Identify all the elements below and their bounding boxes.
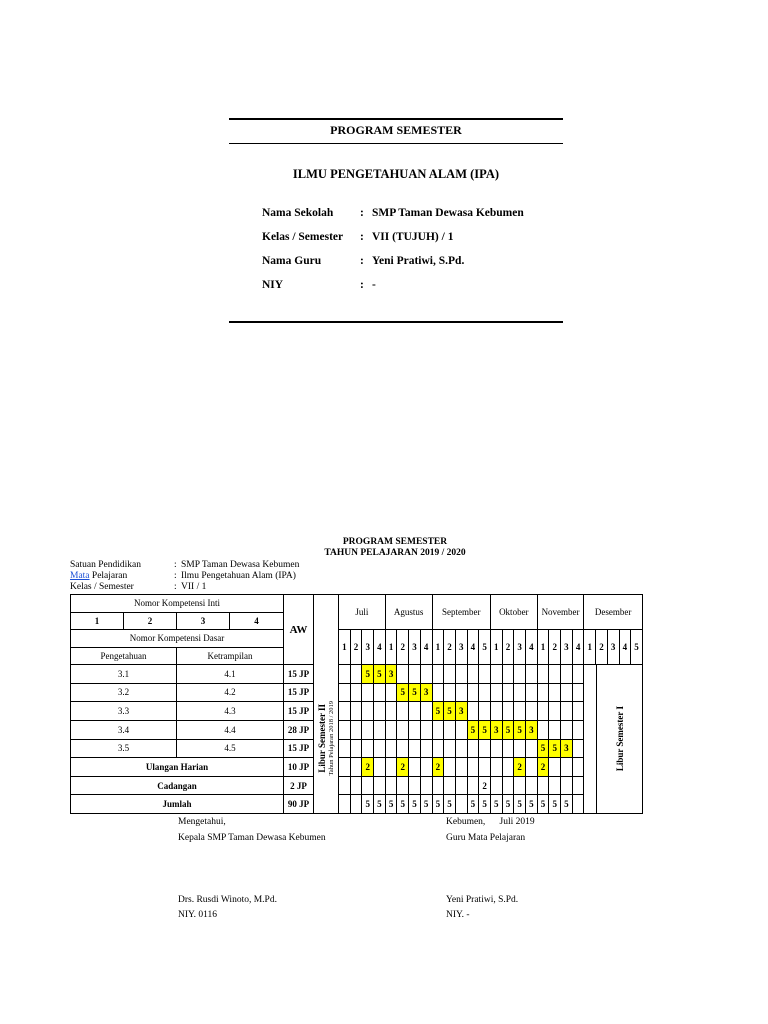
cover-label: Kelas / Semester <box>262 231 344 243</box>
schedule-cell <box>514 702 526 721</box>
schedule-cell <box>526 776 538 795</box>
schedule-cell <box>409 739 421 758</box>
schedule-cell <box>362 739 374 758</box>
week-number: 3 <box>409 630 421 665</box>
schedule-cell <box>397 720 409 739</box>
table-row <box>71 776 643 795</box>
schedule-cell <box>397 665 409 684</box>
info-value: SMP Taman Dewasa Kebumen <box>181 560 300 570</box>
schedule-cell <box>350 665 362 684</box>
schedule-cell <box>490 739 502 758</box>
schedule-cell <box>502 739 514 758</box>
schedule-cell: 5 <box>444 795 456 814</box>
schedule-cell: 5 <box>432 702 444 721</box>
schedule-cell <box>549 720 561 739</box>
schedule-cell: 5 <box>467 795 479 814</box>
week-number: 3 <box>514 630 526 665</box>
schedule-cell <box>455 665 467 684</box>
schedule-cell <box>502 665 514 684</box>
aw-cell: 90 JP <box>284 795 314 814</box>
schedule-cell <box>444 720 456 739</box>
schedule-cell: 5 <box>526 795 538 814</box>
week-number: 1 <box>490 630 502 665</box>
schedule-cell <box>526 683 538 702</box>
schedule-cell <box>409 758 421 777</box>
row-label: Cadangan <box>71 776 284 795</box>
schedule-cell <box>350 795 362 814</box>
libur-semester-i-label: Libur Semester I <box>614 706 625 772</box>
schedule-cell <box>467 665 479 684</box>
schedule-cell <box>514 683 526 702</box>
aw-cell: 28 JP <box>284 720 314 739</box>
schedule-cell <box>385 683 397 702</box>
week-number: 4 <box>420 630 432 665</box>
schedule-cell: 2 <box>537 758 549 777</box>
month-header: Juli <box>339 595 386 630</box>
info-colon: : <box>174 560 177 570</box>
schedule-cell <box>479 758 491 777</box>
table-row <box>71 702 643 721</box>
libur-mid-cell <box>314 630 339 665</box>
schedule-cell <box>572 739 584 758</box>
schedule-cell: 5 <box>374 665 386 684</box>
kd4-cell: 4.2 <box>177 683 284 702</box>
cover-label: Nama Guru <box>262 255 322 267</box>
schedule-cell: 5 <box>432 795 444 814</box>
schedule-cell: 5 <box>362 665 374 684</box>
schedule-cell <box>561 702 573 721</box>
sign-left-id: NIY. 0116 <box>178 910 218 920</box>
info-label: Satuan Pendidikan <box>70 560 141 570</box>
aw-cell: 15 JP <box>284 739 314 758</box>
program-semester-table <box>70 594 643 814</box>
schedule-cell <box>490 702 502 721</box>
week-number: 4 <box>467 630 479 665</box>
week-number: 5 <box>631 630 643 665</box>
week-number: 1 <box>339 630 351 665</box>
table-row <box>71 683 643 702</box>
week-number: 3 <box>455 630 467 665</box>
schedule-cell <box>455 739 467 758</box>
schedule-cell: 5 <box>561 795 573 814</box>
schedule-cell <box>467 776 479 795</box>
table-row <box>71 758 643 777</box>
schedule-cell <box>537 683 549 702</box>
cover-colon: : <box>360 255 364 267</box>
schedule-cell: 3 <box>385 665 397 684</box>
schedule-cell <box>526 758 538 777</box>
schedule-cell: 5 <box>479 795 491 814</box>
cover-label: NIY <box>262 279 284 291</box>
schedule-cell <box>339 665 351 684</box>
schedule-cell <box>455 795 467 814</box>
schedule-cell <box>572 776 584 795</box>
schedule-cell <box>479 665 491 684</box>
libur-semester-ii-sublabel: Tahun Pelajaran 2018 / 2019 <box>328 701 335 777</box>
cover-value: SMP Taman Dewasa Kebumen <box>372 207 524 219</box>
desember-week-1-divider <box>584 665 597 813</box>
week-number: 2 <box>444 630 456 665</box>
schedule-cell <box>490 776 502 795</box>
schedule-cell <box>467 702 479 721</box>
schedule-cell <box>561 720 573 739</box>
schedule-cell: 5 <box>537 795 549 814</box>
kd4-cell: 4.3 <box>177 702 284 721</box>
libur-semester-i <box>584 665 642 814</box>
schedule-cell <box>397 776 409 795</box>
schedule-cell <box>409 720 421 739</box>
schedule-cell <box>572 702 584 721</box>
row-label: Jumlah <box>71 795 284 814</box>
info-colon: : <box>174 582 177 592</box>
schedule-cell <box>374 776 386 795</box>
schedule-cell: 5 <box>502 795 514 814</box>
week-number: 4 <box>619 630 631 665</box>
schedule-cell: 5 <box>385 795 397 814</box>
schedule-cell <box>572 758 584 777</box>
schedule-cell <box>549 665 561 684</box>
week-number: 3 <box>362 630 374 665</box>
month-header: September <box>432 595 490 630</box>
schedule-cell <box>549 758 561 777</box>
schedule-cell <box>502 758 514 777</box>
kd-header: Nomor Kompetensi Dasar <box>71 630 284 648</box>
schedule-cell <box>385 776 397 795</box>
schedule-cell <box>339 795 351 814</box>
kd-header-row <box>71 630 643 648</box>
schedule-cell <box>420 739 432 758</box>
aw-cell: 15 JP <box>284 683 314 702</box>
schedule-cell <box>490 665 502 684</box>
schedule-cell <box>537 776 549 795</box>
schedule-cell <box>432 720 444 739</box>
schedule-cell <box>444 739 456 758</box>
schedule-cell <box>502 683 514 702</box>
schedule-cell <box>385 702 397 721</box>
schedule-cell <box>350 720 362 739</box>
schedule-cell <box>572 720 584 739</box>
info-value: Ilmu Pengetahuan Alam (IPA) <box>181 571 296 581</box>
aw-header: AW <box>284 595 314 665</box>
ki-header: Nomor Kompetensi Inti <box>71 595 284 613</box>
schedule-cell: 3 <box>490 720 502 739</box>
week-number: 1 <box>537 630 549 665</box>
week-number: 2 <box>350 630 362 665</box>
sign-left-name: Drs. Rusdi Winoto, M.Pd. <box>178 895 277 905</box>
schedule-cell <box>409 776 421 795</box>
schedule-cell <box>537 702 549 721</box>
schedule-cell <box>467 683 479 702</box>
schedule-cell <box>572 665 584 684</box>
schedule-cell <box>374 720 386 739</box>
schedule-cell <box>397 702 409 721</box>
cover-title: PROGRAM SEMESTER <box>330 123 462 137</box>
schedule-cell <box>374 739 386 758</box>
pengetahuan-header: Pengetahuan <box>71 647 177 665</box>
schedule-cell <box>409 665 421 684</box>
schedule-cell: 5 <box>374 795 386 814</box>
schedule-cell: 5 <box>409 683 421 702</box>
schedule-cell <box>490 683 502 702</box>
schedule-cell <box>561 776 573 795</box>
kd4-cell: 4.5 <box>177 739 284 758</box>
cover-colon: : <box>360 207 364 219</box>
schedule-cell <box>420 665 432 684</box>
aw-cell: 10 JP <box>284 758 314 777</box>
schedule-cell <box>455 683 467 702</box>
month-header: Agustus <box>385 595 432 630</box>
month-header: Desember <box>584 595 642 630</box>
schedule-cell <box>526 702 538 721</box>
schedule-cell: 3 <box>420 683 432 702</box>
program-title: PROGRAM SEMESTER <box>342 537 448 547</box>
cover-bottom-rule <box>229 321 563 323</box>
schedule-cell <box>374 758 386 777</box>
info-label: Kelas / Semester <box>70 582 134 592</box>
schedule-cell: 5 <box>549 795 561 814</box>
cover-subject: ILMU PENGETAHUAN ALAM (IPA) <box>292 167 500 181</box>
week-number: 3 <box>607 630 619 665</box>
schedule-cell <box>572 795 584 814</box>
header-row <box>71 595 643 613</box>
schedule-cell <box>385 758 397 777</box>
schedule-cell <box>514 776 526 795</box>
schedule-cell <box>350 702 362 721</box>
schedule-cell: 2 <box>397 758 409 777</box>
schedule-cell <box>374 683 386 702</box>
table-row <box>71 720 643 739</box>
cover-colon: : <box>360 279 364 291</box>
schedule-cell <box>526 665 538 684</box>
schedule-cell: 3 <box>455 702 467 721</box>
cover-title-rule <box>229 143 563 144</box>
schedule-cell <box>479 683 491 702</box>
keterampilan-header: Ketrampilan <box>177 647 284 665</box>
ki-number: 1 <box>71 612 124 630</box>
schedule-cell: 5 <box>467 720 479 739</box>
schedule-cell: 5 <box>397 795 409 814</box>
table-row <box>71 665 643 684</box>
schedule-cell: 3 <box>526 720 538 739</box>
schedule-cell <box>397 739 409 758</box>
schedule-cell <box>526 739 538 758</box>
schedule-cell <box>432 776 444 795</box>
schedule-cell <box>385 720 397 739</box>
aw-cell: 15 JP <box>284 702 314 721</box>
schedule-cell: 2 <box>432 758 444 777</box>
kd3-cell: 3.4 <box>71 720 177 739</box>
sign-right-name: Yeni Pratiwi, S.Pd. <box>446 895 519 905</box>
kd4-cell: 4.1 <box>177 665 284 684</box>
schedule-cell <box>350 776 362 795</box>
cover-value: VII (TUJUH) / 1 <box>372 231 454 243</box>
schedule-cell <box>502 702 514 721</box>
info-label-rest: Pelajaran <box>89 571 128 581</box>
week-number: 2 <box>549 630 561 665</box>
schedule-cell <box>549 683 561 702</box>
schedule-cell <box>467 758 479 777</box>
schedule-cell <box>444 665 456 684</box>
week-number: 1 <box>432 630 444 665</box>
info-label <box>70 571 127 581</box>
schedule-cell <box>561 758 573 777</box>
schedule-cell <box>339 739 351 758</box>
schedule-cell <box>479 739 491 758</box>
aw-cell: 2 JP <box>284 776 314 795</box>
schedule-cell: 5 <box>397 683 409 702</box>
schedule-cell <box>455 776 467 795</box>
schedule-cell <box>561 665 573 684</box>
cover-top-rule <box>229 118 563 120</box>
sign-left-title: Mengetahui, <box>178 817 226 827</box>
schedule-cell <box>467 739 479 758</box>
schedule-cell <box>420 720 432 739</box>
schedule-cell <box>350 758 362 777</box>
schedule-cell <box>385 739 397 758</box>
kd3-cell: 3.3 <box>71 702 177 721</box>
schedule-cell <box>444 683 456 702</box>
schedule-cell <box>479 702 491 721</box>
schedule-cell <box>490 758 502 777</box>
schedule-cell: 5 <box>549 739 561 758</box>
schedule-cell: 5 <box>420 795 432 814</box>
schedule-cell <box>549 702 561 721</box>
schedule-cell: 5 <box>362 795 374 814</box>
schedule-cell <box>420 702 432 721</box>
schedule-cell <box>362 702 374 721</box>
schedule-cell <box>362 776 374 795</box>
month-header: Oktober <box>490 595 537 630</box>
schedule-cell <box>432 665 444 684</box>
schedule-cell: 5 <box>514 795 526 814</box>
schedule-cell <box>362 683 374 702</box>
schedule-cell: 2 <box>514 758 526 777</box>
ki-number: 4 <box>230 612 284 630</box>
week-number: 2 <box>502 630 514 665</box>
schedule-cell: 5 <box>490 795 502 814</box>
week-number: 2 <box>596 630 608 665</box>
row-label: Ulangan Harian <box>71 758 284 777</box>
week-number: 1 <box>385 630 397 665</box>
schedule-cell <box>432 739 444 758</box>
table-row <box>71 795 643 814</box>
sign-right-title: Kebumen, Juli 2019 <box>446 817 535 827</box>
program-year: TAHUN PELAJARAN 2019 / 2020 <box>324 548 466 558</box>
schedule-cell <box>350 739 362 758</box>
schedule-cell <box>374 702 386 721</box>
schedule-cell <box>561 683 573 702</box>
schedule-cell <box>549 776 561 795</box>
info-colon: : <box>174 571 177 581</box>
cover-label: Nama Sekolah <box>262 207 334 219</box>
schedule-cell <box>339 683 351 702</box>
schedule-cell <box>514 665 526 684</box>
schedule-cell <box>339 776 351 795</box>
libur-top-cell <box>314 595 339 630</box>
kd3-cell: 3.1 <box>71 665 177 684</box>
schedule-cell <box>339 720 351 739</box>
schedule-cell <box>455 758 467 777</box>
schedule-cell <box>502 776 514 795</box>
ki-number: 2 <box>124 612 177 630</box>
sign-left-role: Kepala SMP Taman Dewasa Kebumen <box>178 833 326 843</box>
schedule-cell <box>572 683 584 702</box>
kd3-cell: 3.5 <box>71 739 177 758</box>
ki-number: 3 <box>177 612 230 630</box>
schedule-cell <box>444 776 456 795</box>
sign-right-role: Guru Mata Pelajaran <box>446 833 526 843</box>
schedule-cell <box>537 665 549 684</box>
schedule-cell <box>537 720 549 739</box>
month-header: November <box>537 595 584 630</box>
schedule-cell <box>432 683 444 702</box>
aw-cell: 15 JP <box>284 665 314 684</box>
schedule-cell: 5 <box>537 739 549 758</box>
schedule-cell: 5 <box>514 720 526 739</box>
schedule-cell <box>514 739 526 758</box>
schedule-cell <box>444 758 456 777</box>
cover-value: Yeni Pratiwi, S.Pd. <box>372 255 465 267</box>
week-number: 4 <box>572 630 584 665</box>
schedule-cell: 3 <box>561 739 573 758</box>
cover-colon: : <box>360 231 364 243</box>
mata-link[interactable]: Mata <box>70 571 90 581</box>
table-row <box>71 739 643 758</box>
kd4-cell: 4.4 <box>177 720 284 739</box>
week-number: 1 <box>584 630 596 665</box>
info-value: VII / 1 <box>181 582 207 592</box>
week-number: 4 <box>526 630 538 665</box>
schedule-cell <box>350 683 362 702</box>
schedule-cell: 2 <box>362 758 374 777</box>
schedule-cell <box>339 758 351 777</box>
schedule-cell: 5 <box>479 720 491 739</box>
sign-right-id: NIY. - <box>446 910 470 920</box>
schedule-cell <box>420 776 432 795</box>
schedule-cell: 5 <box>502 720 514 739</box>
libur-semester-ii-label: Libur Semester II <box>317 704 327 774</box>
week-number: 2 <box>397 630 409 665</box>
libur-semester-ii <box>314 665 339 814</box>
schedule-cell: 5 <box>409 795 421 814</box>
week-number: 3 <box>561 630 573 665</box>
schedule-cell: 5 <box>444 702 456 721</box>
week-number: 5 <box>479 630 491 665</box>
schedule-cell <box>409 702 421 721</box>
week-number: 4 <box>374 630 386 665</box>
schedule-cell <box>455 720 467 739</box>
schedule-cell <box>420 758 432 777</box>
cover-value: - <box>372 279 376 291</box>
schedule-cell: 2 <box>479 776 491 795</box>
kd3-cell: 3.2 <box>71 683 177 702</box>
schedule-cell <box>362 720 374 739</box>
schedule-cell <box>339 702 351 721</box>
